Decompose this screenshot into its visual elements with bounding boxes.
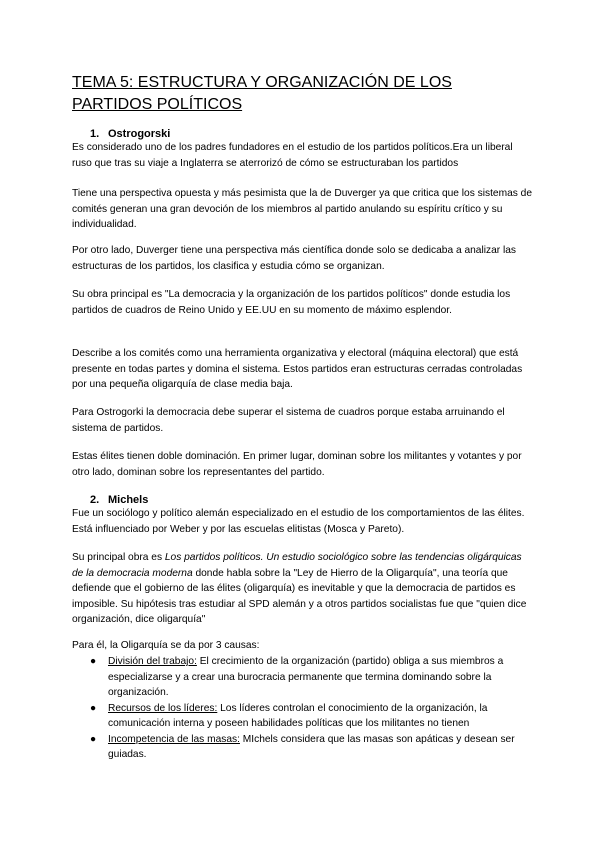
- cause-label: Incompetencia de las masas:: [108, 733, 240, 745]
- bullet-icon: ●: [90, 733, 97, 745]
- section-title: Michels: [108, 494, 149, 506]
- paragraph-ostrogorski-7: Estas élites tienen doble dominación. En primer lugar, dominan sobre los militantes y votantes y por otro lado, dominan sobre los representantes del partido.: [72, 451, 522, 478]
- list-item: [90, 654, 530, 701]
- cause-label: División del trabajo:: [108, 656, 197, 667]
- paragraph-ostrogorski-5: Describe a los comités como una herramienta organizativa y electoral (máquina electoral) que está presente en todas partes y domina el sistema. Estos partidos eran estructuras cerradas controladas por una pequeña oligarquía de clase media baja.: [72, 348, 523, 390]
- paragraph-michels-3: Para él, la Oligarquía se da por 3 causas:: [72, 640, 260, 651]
- paragraph-michels-2: [72, 550, 532, 628]
- paragraph-ostrogorski-6: Para Ostrogorki la democracia debe superar el sistema de cuadros porque estaba arruinando el sistema de partidos.: [72, 407, 505, 434]
- section-heading-ostrogorski: [90, 127, 170, 141]
- bullet-icon: ●: [90, 702, 97, 714]
- list-item: [90, 701, 530, 732]
- paragraph-michels-2-intro: Su principal obra es: [72, 552, 165, 563]
- bullet-icon: ●: [90, 656, 97, 667]
- section-heading-michels: [90, 493, 148, 507]
- cause-label: Recursos de los líderes:: [108, 702, 218, 714]
- cause-text: El crecimiento de la organización (partido) obliga a sus miembros a especializarse y a crear una burocracia permanente que termina dominando sobre la organización.: [108, 656, 504, 698]
- cause-text: MIchels considera que las masas son apáticas y desean ser guiadas.: [108, 733, 515, 760]
- book-title: Los partidos políticos. Un estudio sociológico sobre las tendencias oligárquicas de la democracia moderna: [72, 552, 522, 579]
- paragraph-ostrogorski-3: Por otro lado, Duverger tiene una perspectiva más científica donde solo se dedicaba a analizar las estructuras de los partidos, los clasifica y estudia cómo se organizan.: [72, 245, 516, 272]
- paragraph-ostrogorski-2: Tiene una perspectiva opuesta y más pesimista que la de Duverger ya que critica que los sistemas de comités generan una gran devoción de los miembros al partido anulando su espíritu crítico y su individualidad.: [72, 188, 532, 230]
- paragraph-michels-2-body: donde habla sobre la "Ley de Hierro de la Oligarquía", una teoría que defiende que el gobierno de las élites (oligarquía) es inevitable y que la democracia de partidos es imposible. Su hipótesis tras estudiar al SPD alemán y a otros partidos socialistas fue que "quien dice organización, dice oligarquía": [72, 567, 527, 625]
- causes-list: [90, 654, 530, 763]
- paragraph-ostrogorski-4: Su obra principal es "La democracia y la organización de los partidos políticos" donde estudia los partidos de cuadros de Reino Unido y EE.UU en su momento de máximo esplendor.: [72, 289, 511, 316]
- section-title: Ostrogorski: [108, 128, 171, 140]
- page-title: TEMA 5: ESTRUCTURA Y ORGANIZACIÓN DE LOS PARTIDOS POLÍTICOS: [72, 74, 452, 113]
- cause-text: Los líderes controlan el conocimiento de la organización, la comunicación interna y poseen habilidades políticas que los militantes no tienen: [108, 702, 488, 729]
- section-number: 2.: [90, 494, 100, 506]
- list-item: [90, 732, 530, 763]
- paragraph-michels-1: Fue un sociólogo y político alemán especializado en el estudio de los comportamientos de las élites. Está influenciado por Weber y por las escuelas elitistas (Mosca y Pareto).: [72, 508, 525, 535]
- paragraph-ostrogorski-1: Es considerado uno de los padres fundadores en el estudio de los partidos políticos.Era un liberal ruso que tras su viaje a Inglaterra se aterrorizó de cómo se estructuraban los partidos: [72, 142, 513, 169]
- section-number: 1.: [90, 128, 100, 140]
